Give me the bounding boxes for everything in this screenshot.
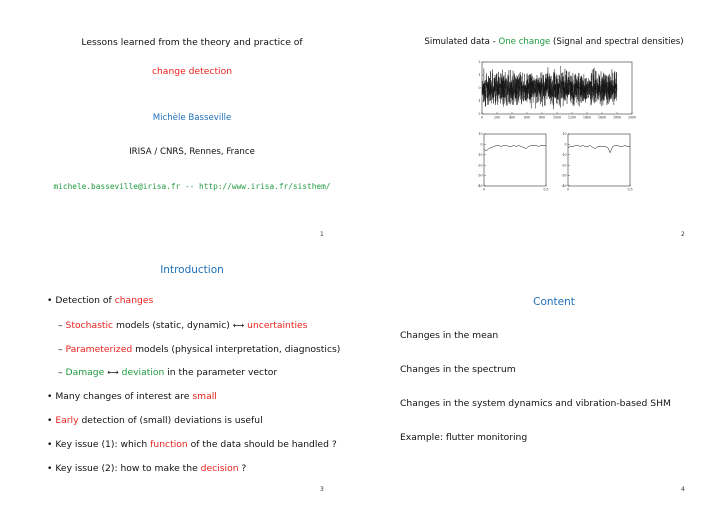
slide3-subbullet-1 bbox=[58, 320, 307, 331]
signal-plot bbox=[470, 58, 642, 126]
slide2-title bbox=[396, 37, 712, 47]
signal-ytick-label: -1 bbox=[477, 99, 481, 104]
slide1-url-link[interactable]: http://www.irisa.fr/sisthem/ bbox=[199, 182, 331, 191]
spectral-plot-2-frame bbox=[568, 134, 630, 186]
spectral-plot-2 bbox=[554, 130, 634, 198]
sp2-ytick-label: 10 bbox=[562, 132, 567, 137]
sp1-ytick-label: -20 bbox=[477, 163, 483, 168]
spectral-trace-1 bbox=[484, 145, 546, 150]
sp1-ytick-label: 0 bbox=[480, 142, 483, 147]
signal-ytick-label: -2 bbox=[477, 112, 481, 117]
slide1-title-line1: Lessons learned from the theory and practice of bbox=[81, 37, 303, 48]
b4-text-post: of the data should be handled ? bbox=[187, 439, 337, 450]
slide3-subbullet-3 bbox=[58, 367, 277, 378]
slide1-contact-line bbox=[30, 182, 354, 191]
slide3-subbullet-2 bbox=[58, 344, 340, 355]
b2-highlight: small bbox=[192, 391, 217, 402]
content-item: Example: flutter monitoring bbox=[400, 432, 528, 443]
bullet-dot: • bbox=[47, 439, 53, 450]
sp1-ytick-label: 10 bbox=[478, 132, 483, 137]
signal-xtick-label: 200 bbox=[493, 115, 501, 120]
bullet-dot: • bbox=[47, 463, 53, 474]
b2-text: Many changes of interest are bbox=[55, 391, 193, 402]
s2-highlight: Parameterized bbox=[65, 344, 133, 355]
dash: – bbox=[58, 320, 63, 331]
spectral-trace-2 bbox=[568, 145, 630, 152]
signal-xtick-label: 2000 bbox=[627, 115, 637, 120]
slide1-author: Michèle Basseville bbox=[152, 113, 232, 123]
slide4-heading: Content bbox=[533, 296, 575, 308]
content-item: Changes in the spectrum bbox=[400, 364, 516, 375]
sp1-ytick-label: -40 bbox=[477, 184, 483, 189]
s1-highlight-2: uncertainties bbox=[247, 320, 308, 331]
slide2-title-pre: Simulated data - bbox=[424, 37, 499, 47]
b3-text: detection of (small) deviations is useful bbox=[78, 415, 263, 426]
spectral-plot-1 bbox=[470, 130, 550, 198]
signal-xtick-label: 1800 bbox=[612, 115, 622, 120]
s1-arrow-icon: ⟷ bbox=[232, 321, 245, 330]
slide3-bullet-5 bbox=[47, 463, 246, 474]
signal-xtick-label: 1600 bbox=[597, 115, 607, 120]
bullet-dot: • bbox=[47, 415, 53, 426]
signal-ytick-label: 2 bbox=[478, 60, 481, 65]
signal-xtick-label: 0 bbox=[480, 115, 484, 120]
slide3-bullet-4 bbox=[47, 439, 337, 450]
sp1-xtick-label: 0 bbox=[482, 187, 486, 192]
sp1-ytick-label: -30 bbox=[477, 173, 483, 178]
slide3-bullet-1 bbox=[47, 295, 153, 306]
s1-text: models (static, dynamic) bbox=[113, 320, 233, 331]
s3-highlight: Damage bbox=[65, 367, 105, 378]
b4-text: Key issue (1): which bbox=[55, 439, 151, 450]
sp2-ytick-label: -40 bbox=[561, 184, 567, 189]
slide3-bullet-2 bbox=[47, 391, 217, 402]
signal-trace bbox=[482, 66, 617, 109]
content-item: Changes in the mean bbox=[400, 330, 499, 341]
signal-xtick-label: 800 bbox=[538, 115, 546, 120]
bullet-dot: • bbox=[47, 391, 53, 402]
slide1-email-link[interactable]: michele.basseville@irisa.fr bbox=[53, 182, 181, 191]
slide3-heading: Introduction bbox=[160, 264, 224, 276]
slide2-title-highlight: One change bbox=[498, 37, 551, 47]
slide1-affiliation: IRISA / CNRS, Rennes, France bbox=[129, 147, 255, 157]
sp1-xtick-label: 0.5 bbox=[543, 187, 549, 192]
spectral-plot-1-frame bbox=[484, 134, 546, 186]
s2-text: models (physical interpretation, diagnostics) bbox=[132, 344, 341, 355]
sp2-ytick-label: -30 bbox=[561, 173, 567, 178]
sp1-ytick-label: -10 bbox=[477, 152, 483, 157]
bullet-dot: • bbox=[47, 295, 53, 306]
s3-highlight-2: deviation bbox=[121, 367, 165, 378]
b5-highlight: decision bbox=[200, 463, 239, 474]
slide3-page-number: 3 bbox=[320, 486, 324, 493]
signal-xtick-label: 600 bbox=[523, 115, 531, 120]
slide4-page-number: 4 bbox=[681, 486, 685, 493]
content-item: Changes in the system dynamics and vibration-based SHM bbox=[400, 398, 671, 409]
s3-text: in the parameter vector bbox=[164, 367, 278, 378]
b4-highlight: function bbox=[150, 439, 188, 450]
s3-arrow-icon: ⟷ bbox=[107, 368, 119, 377]
slide3-bullet-3 bbox=[47, 415, 263, 426]
slide1-separator: -- bbox=[184, 182, 195, 191]
slide2-title-post: (Signal and spectral densities) bbox=[550, 37, 684, 47]
s1-highlight: Stochastic bbox=[65, 320, 114, 331]
sp2-ytick-label: 0 bbox=[564, 142, 567, 147]
sp2-ytick-label: -10 bbox=[561, 152, 567, 157]
signal-xtick-label: 400 bbox=[508, 115, 516, 120]
signal-ytick-label: 1 bbox=[478, 73, 481, 78]
b1-highlight: changes bbox=[114, 295, 154, 306]
sp2-xtick-label: 0 bbox=[566, 187, 570, 192]
signal-xtick-label: 1000 bbox=[552, 115, 562, 120]
slide2-page-number: 2 bbox=[681, 231, 685, 238]
signal-xtick-label: 1400 bbox=[582, 115, 592, 120]
sp2-xtick-label: 0.5 bbox=[627, 187, 633, 192]
b5-text-post: ? bbox=[238, 463, 247, 474]
b3-highlight: Early bbox=[55, 415, 79, 426]
dash: – bbox=[58, 344, 63, 355]
b1-text: Detection of bbox=[55, 295, 115, 306]
slide1-page-number: 1 bbox=[320, 231, 324, 238]
signal-ytick-label: 0 bbox=[478, 86, 481, 91]
signal-xtick-label: 1200 bbox=[567, 115, 577, 120]
sp2-ytick-label: -20 bbox=[561, 163, 567, 168]
slide1-title-line2: change detection bbox=[151, 66, 233, 77]
dash: – bbox=[58, 367, 63, 378]
b5-text: Key issue (2): how to make the bbox=[55, 463, 201, 474]
